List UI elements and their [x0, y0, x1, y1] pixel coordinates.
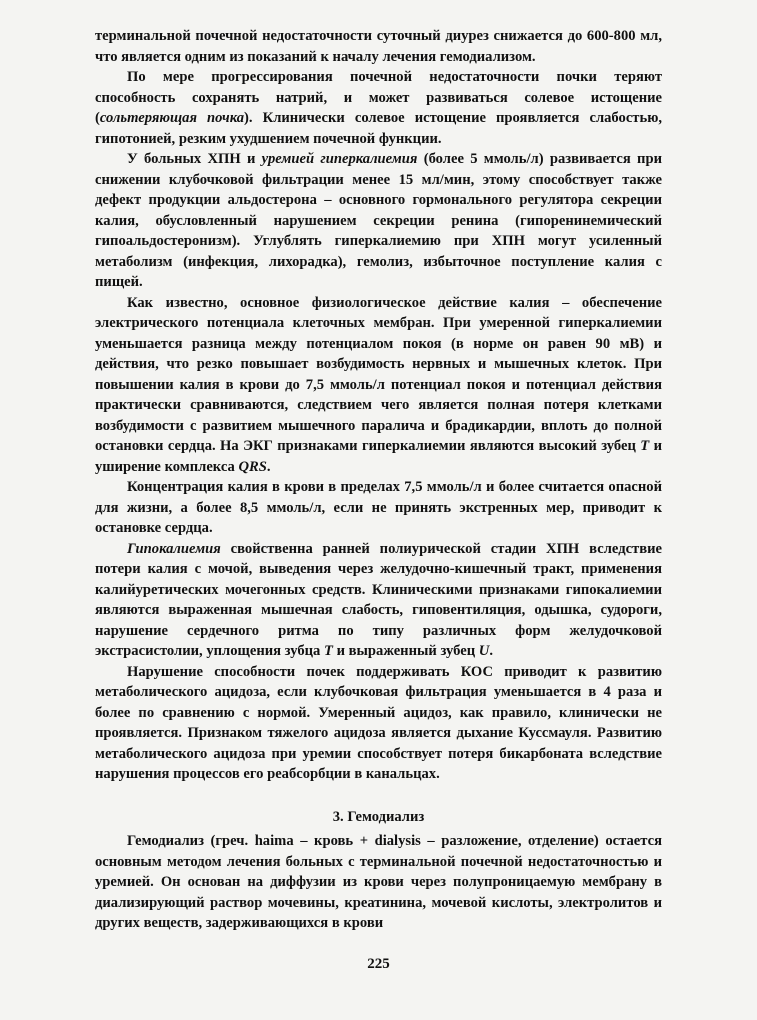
- paragraph-text: Как известно, основное физиологическое действие калия – обеспечение электрического потенциала клеточных мембран. При умеренной гиперкалиемии уменьшается разница между потенциалом покоя (в норме он равен 90 мВ) и действия, что резко повышает возбудимость нервных и мышечных клеток. При повышении калия в крови до 7,5 ммоль/л потенциал покоя и потенциал действия практически сравниваются, следствием чего является полная потеря клетками возбудимости с развитием мышечного паралича и брадикардии, вплоть до полной остановки сердца. На ЭКГ признаками гиперкалиемии являются высокий зубец: [95, 294, 662, 454]
- page-number: 225: [367, 956, 390, 972]
- italic-term: уремией гиперкалиемия: [261, 151, 418, 167]
- paragraph: [95, 67, 662, 149]
- body-text: [95, 26, 662, 934]
- paragraph-text: .: [266, 458, 271, 475]
- paragraph: [95, 293, 662, 478]
- paragraph: [95, 831, 662, 934]
- paragraph: [95, 26, 662, 67]
- paragraph-text: .: [489, 643, 493, 659]
- paragraph: [95, 477, 662, 539]
- paragraph-text: и выраженный зубец: [332, 643, 479, 659]
- paragraph-text: По мере прогрессирования почечной недостаточности почки теряют способность сохранять натрий, и может развиваться солевое истощение (: [95, 69, 662, 126]
- paragraph-text: (более 5 ммоль/л) развивается при снижении клубочковой фильтрации менее 15 мл/мин, этому способствует также дефект продукции альдостерона – основного гормонального регулятора секреции калия, обусловленный нарушением секреции ренина (гипоренинемический гипоальдостеронизм). Углублять гиперкалиемию при ХПН могут усиленный метаболизм (инфекция, лихорадка), гемолиз, избыточное поступление калия с пищей.: [95, 151, 662, 290]
- paragraph: [95, 539, 662, 662]
- paragraph-text: Концентрация калия в крови в пределах 7,5 ммоль/л и более считается опасной для жизни, а более 8,5 ммоль/л, если не принять экстренных мер, приводит к остановке сердца.: [95, 479, 662, 536]
- paragraph-text: Нарушение способности почек поддерживать КОС приводит к развитию метаболического ацидоза, если клубочковая фильтрация уменьшается в 4 раза и более по сравнению с нормой. Умеренный ацидоз, как правило, клинически не проявляется. Признаком тяжелого ацидоза является дыхание Куссмауля. Развитию метаболического ацидоза при уремии способствует потеря бикарбоната вследствие нарушения процессов его реабсорбции в канальцах.: [95, 663, 662, 782]
- paragraph-text: и уширение комплекса: [95, 438, 663, 475]
- section-heading: 3. Гемодиализ: [332, 808, 425, 825]
- italic-term: Т: [640, 438, 650, 454]
- italic-term: Гипокалиемия: [127, 540, 221, 557]
- paragraph: [95, 662, 662, 785]
- paragraph-text: Гемодиализ (греч. haima – кровь + dialysis – разложение, отделение) остается основным методом лечения больных с терминальной почечной недостаточностью и уремией. Он основан на диффузии из крови через полупроницаемую мембрану в диализирующий раствор мочевины, креатинина, мочевой кислоты, электролитов и других веществ, задерживающихся в крови: [95, 833, 662, 931]
- paragraph-text: терминальной почечной недостаточности суточный диурез снижается до 600-800 мл, что является одним из показаний к началу лечения гемодиализом.: [95, 28, 662, 65]
- italic-term: Т: [324, 643, 333, 659]
- italic-term: U: [478, 643, 490, 659]
- paragraph-text: свойственна ранней полиурической стадии ХПН вследствие потери калия с мочой, выведения через желудочно-кишечный тракт, применения калийуретических мочегонных средств. Клиническими признаками гипокалиемии являются выраженная мышечная слабость, гиповентиляция, одышка, судороги, нарушение сердечного ритма по типу различных форм желудочковой экстрасистолии, уплощения зубца: [95, 540, 662, 659]
- italic-term: сольтеряющая почка: [99, 110, 245, 126]
- paragraph-text: ). Клинически солевое истощение проявляется слабостью, гипотонией, резким ухудшением почечной функции.: [95, 110, 662, 147]
- paragraph-text: У больных ХПН и: [127, 151, 262, 167]
- italic-term: QRS: [238, 458, 267, 475]
- paragraph: [95, 149, 662, 293]
